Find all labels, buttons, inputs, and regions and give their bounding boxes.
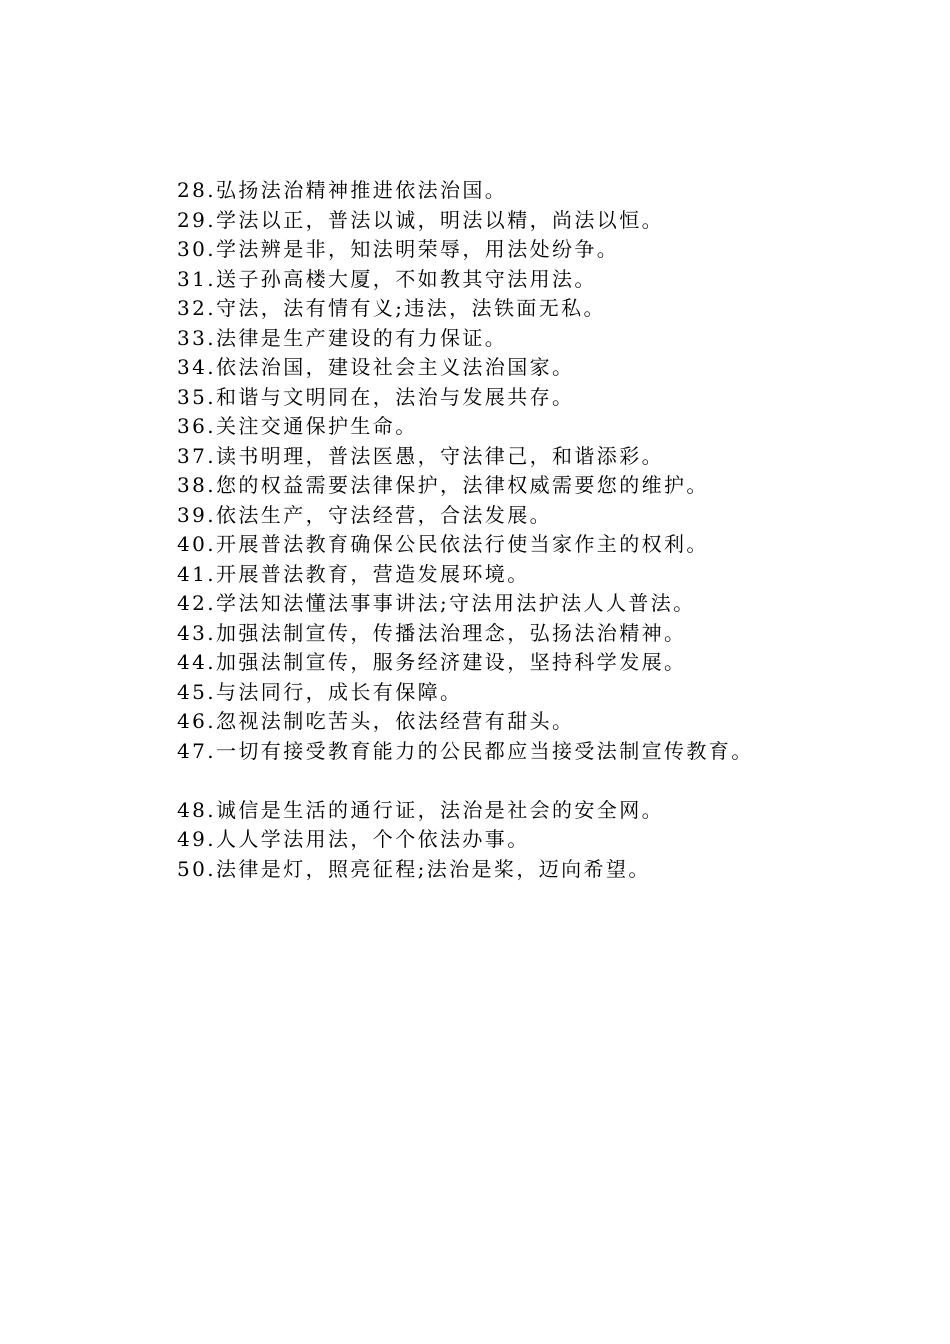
slogan-line-46: 46.忽视法制吃苦头，依法经营有甜头。 bbox=[177, 709, 575, 733]
slogan-line-50: 50.法律是灯，照亮征程;法治是桨，迈向希望。 bbox=[177, 856, 651, 881]
slogan-line-40: 40.开展普法教育确保公民依法行使当家作主的权利。 bbox=[177, 532, 709, 556]
slogan-line-41: 41.开展普法教育，营造发展环境。 bbox=[177, 561, 530, 586]
slogan-line-34: 34.依法治国，建设社会主义法治国家。 bbox=[177, 355, 575, 379]
slogan-line-38: 38.您的权益需要法律保护，法律权威需要您的维护。 bbox=[177, 473, 709, 497]
slogan-line-45: 45.与法同行，成长有保障。 bbox=[177, 679, 463, 704]
slogan-line-48: 48.诚信是生活的通行证，法治是社会的安全网。 bbox=[177, 797, 665, 822]
slogan-line-36: 36.关注交通保护生命。 bbox=[177, 414, 418, 438]
slogan-line-30: 30.学法辨是非，知法明荣辱，用法处纷争。 bbox=[177, 237, 620, 261]
slogan-list bbox=[177, 176, 917, 884]
slogan-line-37: 37.读书明理，普法医愚，守法律己，和谐添彩。 bbox=[177, 443, 665, 468]
slogan-line-39: 39.依法生产，守法经营，合法发展。 bbox=[177, 502, 553, 527]
slogan-line-42: 42.学法知法懂法事事讲法;守法用法护法人人普法。 bbox=[177, 591, 696, 615]
slogan-line-35: 35.和谐与文明同在，法治与发展共存。 bbox=[177, 384, 575, 409]
slogan-line-31: 31.送子孙高楼大厦，不如教其守法用法。 bbox=[177, 266, 597, 291]
blank-line bbox=[177, 766, 917, 796]
slogan-line-32: 32.守法，法有情有义;违法，法铁面无私。 bbox=[177, 296, 606, 320]
slogan-line-49: 49.人人学法用法，个个依法办事。 bbox=[177, 827, 530, 851]
slogan-line-29: 29.学法以正，普法以诚，明法以精，尚法以恒。 bbox=[177, 207, 665, 232]
slogan-line-33: 33.法律是生产建设的有力保证。 bbox=[177, 325, 508, 350]
slogan-line-47: 47.一切有接受教育能力的公民都应当接受法制宣传教育。 bbox=[177, 738, 754, 763]
slogan-line-28: 28.弘扬法治精神推进依法治国。 bbox=[177, 178, 508, 202]
slogan-line-44: 44.加强法制宣传，服务经济建设，坚持科学发展。 bbox=[177, 650, 687, 674]
slogan-line-43: 43.加强法制宣传，传播法治理念，弘扬法治精神。 bbox=[177, 620, 687, 645]
